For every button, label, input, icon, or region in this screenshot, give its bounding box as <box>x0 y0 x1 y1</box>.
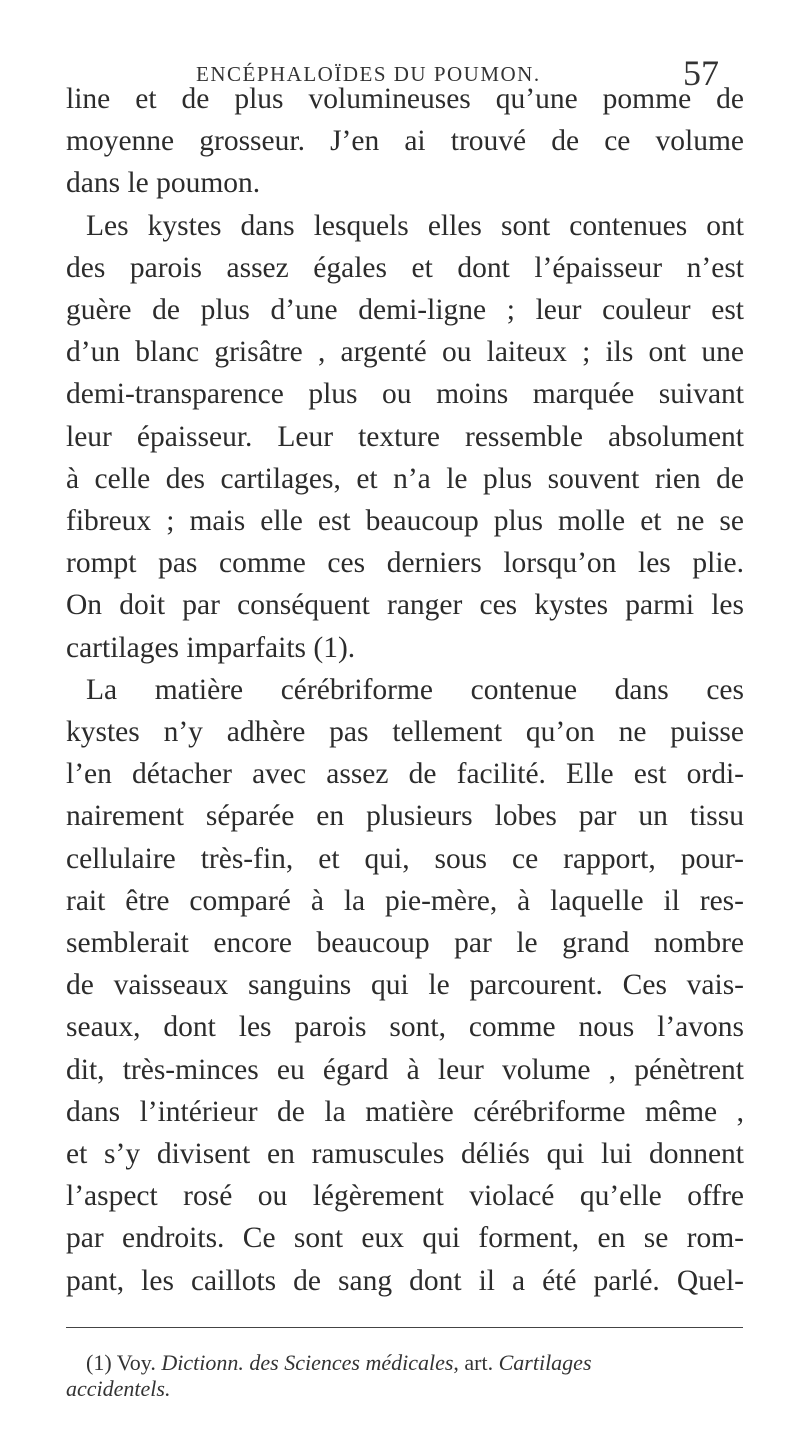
text-line: et s’y divisent en ramuscules déliés qui lui donnent <box>66 1138 744 1171</box>
text-line: La matière cérébriforme contenue dans ces <box>86 673 744 706</box>
text-line: l’aspect rosé ou légèrement violacé qu’elle offre <box>66 1180 744 1213</box>
text-line: cellulaire très-fin, et qui, sous ce rapport, pour- <box>66 842 744 875</box>
text-line: de vaisseaux sanguins qui le parcourent. Ces vais- <box>66 969 744 1002</box>
text-line: moyenne grosseur. J’en ai trouvé de ce volume <box>66 125 744 158</box>
text-line: à celle des cartilages, et n’a le plus souvent rien de <box>66 462 744 495</box>
footnote-title: Dictionn. des Sciences médicales <box>161 1350 454 1375</box>
body-text <box>66 78 744 1302</box>
text-line: fibreux ; mais elle est beaucoup plus molle et ne se <box>66 505 744 538</box>
page-number: 57 <box>683 53 719 93</box>
footnote <box>66 1350 744 1402</box>
footnote-article: , art. <box>453 1350 494 1375</box>
text-line: leur épaisseur. Leur texture ressemble absolument <box>66 420 744 453</box>
text-line: demi-transparence plus ou moins marquée suivant <box>66 378 744 411</box>
footnote-title: accidentels. <box>66 1376 171 1401</box>
text-line: cartilages imparfaits (1). <box>66 631 356 664</box>
running-title: ENCÉPHALOÏDES DU POUMON. <box>196 62 541 86</box>
footnote-title: Cartilages <box>498 1350 592 1375</box>
text-line: nairement séparée en plusieurs lobes par un tissu <box>66 800 744 833</box>
text-line: pant, les caillots de sang dont il a été parlé. Quel- <box>66 1264 744 1297</box>
text-line: Les kystes dans lesquels elles sont contenues ont <box>86 209 744 242</box>
text-line: seaux, dont les parois sont, comme nous l’avons <box>66 1011 744 1044</box>
text-line: kystes n’y adhère pas tellement qu’on ne puisse <box>66 716 744 749</box>
text-line: semblerait encore beaucoup par le grand nombre <box>66 927 744 960</box>
text-line: d’un blanc grisâtre , argenté ou laiteux ; ils ont une <box>66 336 744 369</box>
text-line: rait être comparé à la pie-mère, à laquelle il res- <box>66 884 744 917</box>
text-line: dit, très-minces eu égard à leur volume , pénètrent <box>66 1053 744 1086</box>
text-line: dans le poumon. <box>66 167 261 200</box>
text-line: On doit par conséquent ranger ces kystes parmi les <box>66 589 744 622</box>
text-line: rompt pas comme ces derniers lorsqu’on les plie. <box>66 547 744 580</box>
text-line: des parois assez égales et dont l’épaisseur n’est <box>66 251 744 284</box>
footnote-line <box>66 1350 744 1376</box>
text-line: par endroits. Ce sont eux qui forment, en se rom- <box>66 1222 744 1255</box>
footnote-rule <box>66 1327 743 1328</box>
footnote-marker: (1) Voy. <box>86 1350 156 1375</box>
text-line: l’en détacher avec assez de facilité. Elle est ordi- <box>66 758 744 791</box>
text-line: line et de plus volumineuses qu’une pomme de <box>66 83 744 115</box>
text-line: dans l’intérieur de la matière cérébriforme même , <box>66 1095 744 1128</box>
text-line: guère de plus d’une demi-ligne ; leur couleur est <box>66 294 744 327</box>
footnote-line <box>66 1376 744 1402</box>
